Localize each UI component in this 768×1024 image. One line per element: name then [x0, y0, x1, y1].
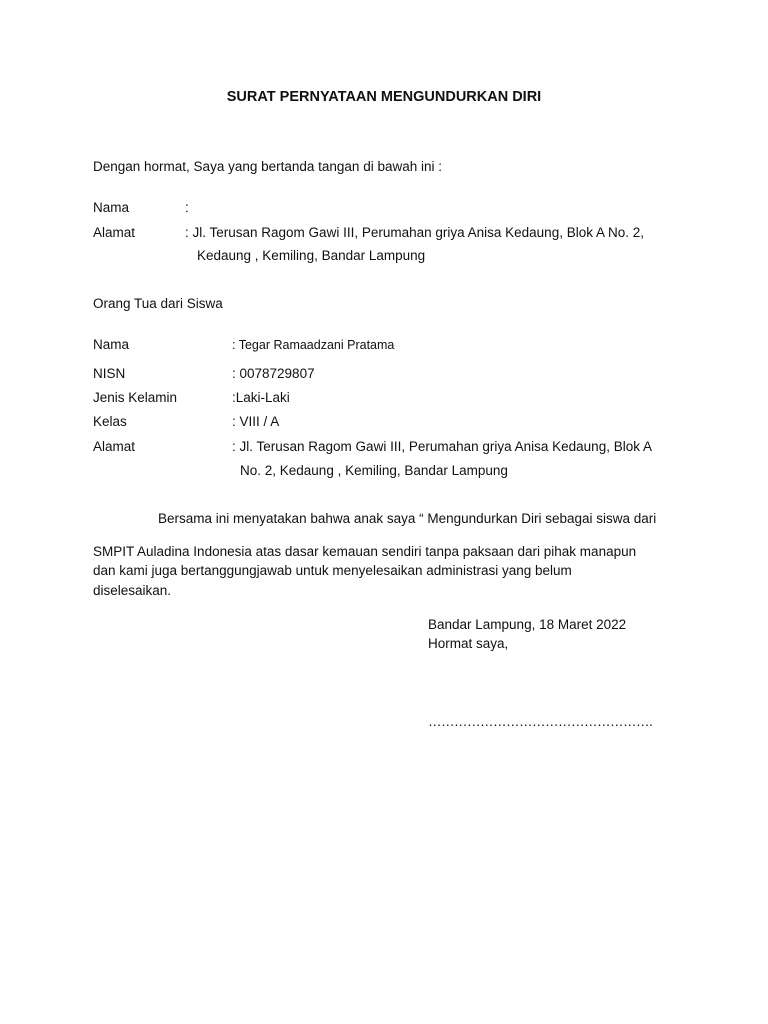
student-nisn-label: NISN — [93, 366, 126, 381]
statement-line-1: Bersama ini menyatakan bahwa anak saya “ Mengundurkan Diri sebagai siswa dari — [158, 511, 657, 526]
student-class-value: : VIII / A — [232, 414, 280, 429]
student-class-label: Kelas — [93, 414, 127, 429]
student-address-label: Alamat — [93, 439, 136, 454]
student-gender-label: Jenis Kelamin — [93, 390, 178, 405]
parent-name-label: Nama — [93, 200, 130, 215]
parent-address-line2: Kedaung , Kemiling, Bandar Lampung — [197, 248, 426, 263]
signature-line: ……………………………………………. — [428, 714, 653, 729]
statement-line-4: diselesaikan. — [93, 583, 172, 598]
student-gender-value: :Laki-Laki — [232, 390, 290, 405]
signature-closing: Hormat saya, — [428, 636, 509, 651]
statement-line-3: dan kami juga bertanggungjawab untuk menyelesaikan administrasi yang belum — [93, 563, 572, 578]
section-heading: Orang Tua dari Siswa — [93, 296, 223, 311]
student-address-line2: No. 2, Kedaung , Kemiling, Bandar Lampung — [240, 463, 508, 478]
parent-address-label: Alamat — [93, 225, 136, 240]
student-name-label: Nama — [93, 337, 130, 352]
statement-line-2: SMPIT Auladina Indonesia atas dasar kemauan sendiri tanpa paksaan dari pihak manapun — [93, 544, 637, 559]
signature-place-date: Bandar Lampung, 18 Maret 2022 — [428, 617, 627, 632]
parent-name-value: : — [185, 200, 189, 215]
student-nisn-value: : 0078729807 — [232, 366, 315, 381]
document-title: SURAT PERNYATAAN MENGUNDURKAN DIRI — [226, 89, 542, 105]
student-name-value: : Tegar Ramaadzani Pratama — [232, 338, 395, 352]
opening-sentence: Dengan hormat, Saya yang bertanda tangan di bawah ini : — [93, 159, 442, 174]
student-address-line1: : Jl. Terusan Ragom Gawi III, Perumahan griya Anisa Kedaung, Blok A — [232, 439, 652, 454]
parent-address-line1: : Jl. Terusan Ragom Gawi III, Perumahan griya Anisa Kedaung, Blok A No. 2, — [185, 225, 644, 240]
